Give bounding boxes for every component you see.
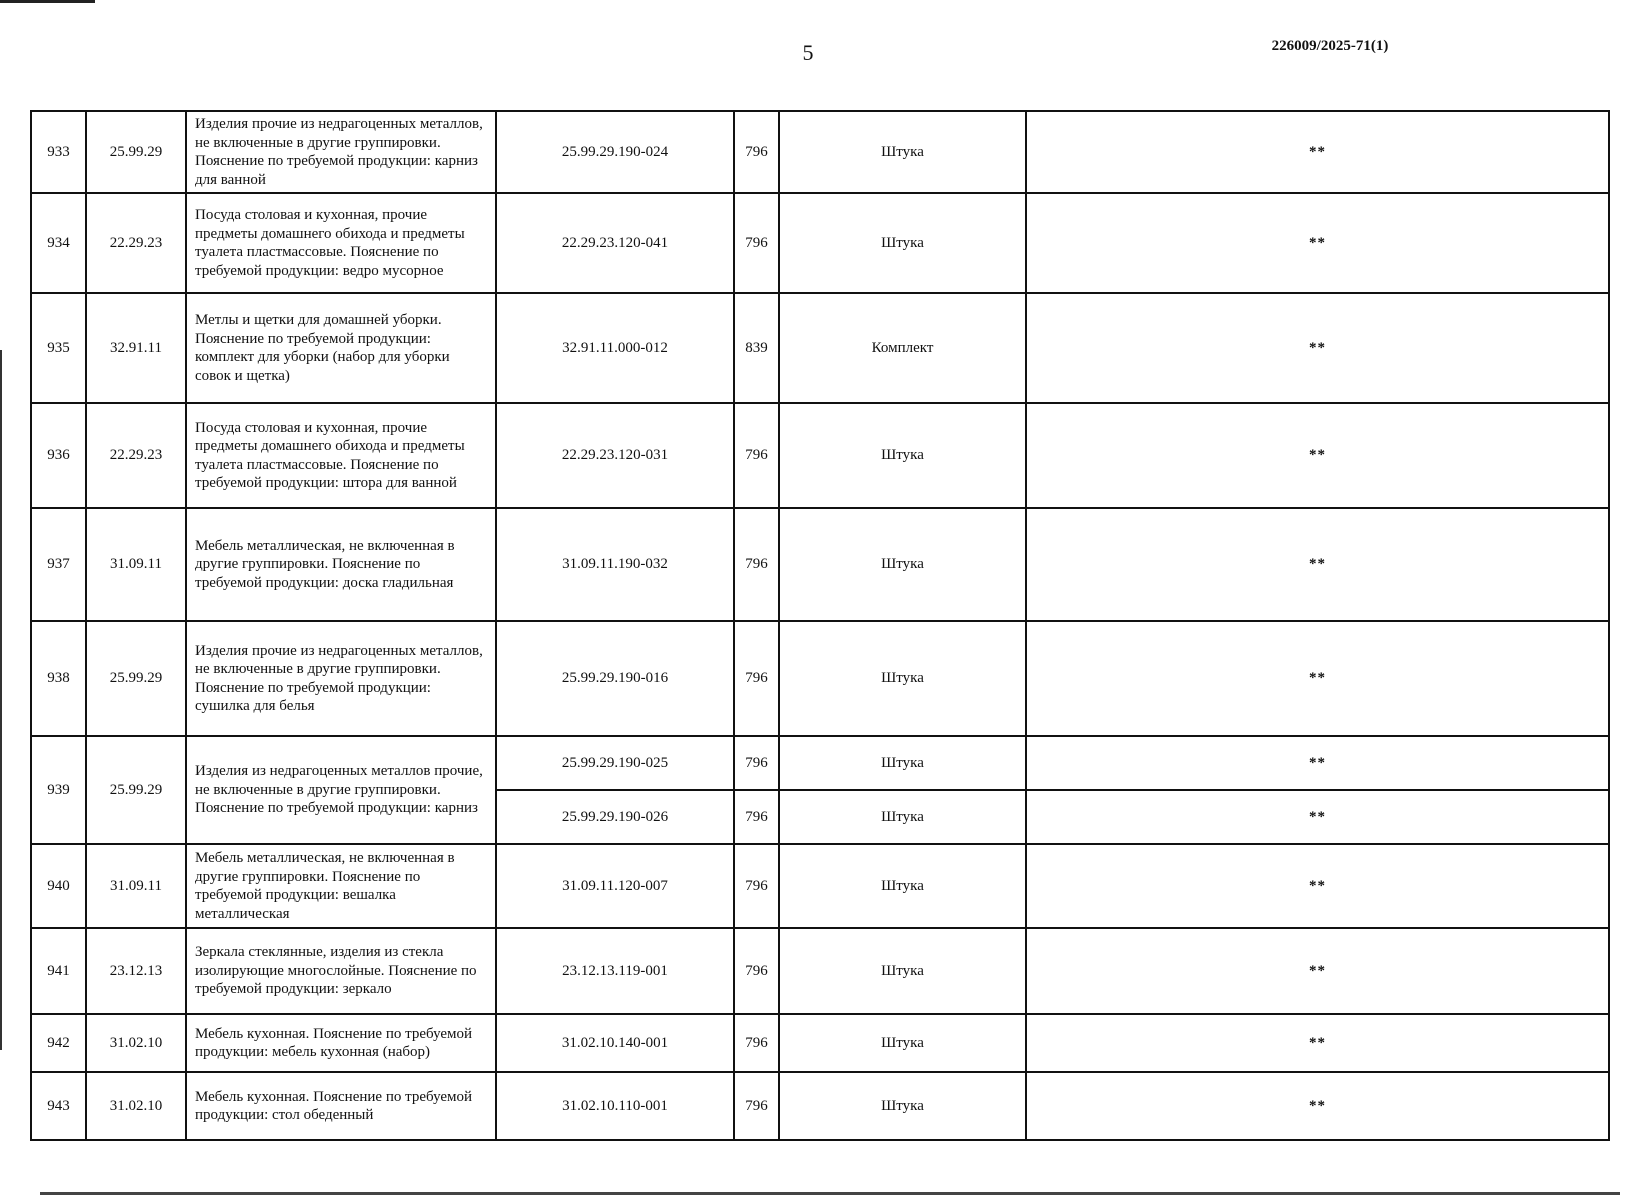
description-cell: Изделия из недрагоценных металлов прочие, не включенные в другие группировки. Пояснение по требуемой продукции: карниз	[186, 736, 496, 844]
note-cell: **	[1026, 193, 1609, 293]
okpd-code-cell: 25.99.29	[86, 621, 186, 736]
unit-code-cell: 796	[734, 621, 779, 736]
ktru-code-cell: 31.02.10.140-001	[496, 1014, 734, 1072]
ktru-code-cell: 22.29.23.120-041	[496, 193, 734, 293]
row-number-cell: 933	[31, 111, 86, 193]
okpd-code-cell: 31.02.10	[86, 1014, 186, 1072]
description-cell: Посуда столовая и кухонная, прочие предметы домашнего обихода и предметы туалета пластмассовые. Пояснение по требуемой продукции: ведро мусорное	[186, 193, 496, 293]
note-cell: **	[1026, 403, 1609, 508]
row-number-cell: 940	[31, 844, 86, 928]
row-number-cell: 943	[31, 1072, 86, 1140]
unit-name-cell: Штука	[779, 1014, 1026, 1072]
note-cell: **	[1026, 508, 1609, 621]
okpd-code-cell: 31.09.11	[86, 508, 186, 621]
scan-edge-bottom	[40, 1192, 1620, 1195]
description-cell: Изделия прочие из недрагоценных металлов, не включенные в другие группировки. Пояснение по требуемой продукции: карниз для ванной	[186, 111, 496, 193]
description-cell: Изделия прочие из недрагоценных металлов, не включенные в другие группировки. Пояснение по требуемой продукции: сушилка для белья	[186, 621, 496, 736]
products-table	[30, 110, 1610, 1141]
table-row	[31, 928, 1609, 1014]
unit-name-cell: Штука	[779, 193, 1026, 293]
unit-name-cell: Штука	[779, 111, 1026, 193]
description-cell: Посуда столовая и кухонная, прочие предметы домашнего обихода и предметы туалета пластмассовые. Пояснение по требуемой продукции: штора для ванной	[186, 403, 496, 508]
table-row	[31, 193, 1609, 293]
unit-code-cell: 796	[734, 403, 779, 508]
ktru-code-cell: 25.99.29.190-016	[496, 621, 734, 736]
products-table-body	[31, 111, 1609, 1140]
unit-code-cell: 796	[734, 844, 779, 928]
description-cell: Мебель металлическая, не включенная в другие группировки. Пояснение по требуемой продукции: вешалка металлическая	[186, 844, 496, 928]
unit-code-cell: 796	[734, 736, 779, 790]
description-cell: Метлы и щетки для домашней уборки. Пояснение по требуемой продукции: комплект для уборки (набор для уборки совок и щетка)	[186, 293, 496, 403]
table-row	[31, 1014, 1609, 1072]
row-number-cell: 934	[31, 193, 86, 293]
document-reference: 226009/2025-71(1)	[1271, 38, 1389, 54]
note-cell: **	[1026, 621, 1609, 736]
okpd-code-cell: 32.91.11	[86, 293, 186, 403]
row-number-cell: 939	[31, 736, 86, 844]
unit-name-cell: Штука	[779, 508, 1026, 621]
note-cell: **	[1026, 293, 1609, 403]
unit-name-cell: Комплект	[779, 293, 1026, 403]
unit-code-cell: 796	[734, 508, 779, 621]
table-row	[31, 736, 1609, 790]
unit-code-cell: 796	[734, 790, 779, 844]
ktru-code-cell: 32.91.11.000-012	[496, 293, 734, 403]
ktru-code-cell: 31.02.10.110-001	[496, 1072, 734, 1140]
table-row	[31, 844, 1609, 928]
unit-name-cell: Штука	[779, 403, 1026, 508]
table-row	[31, 1072, 1609, 1140]
row-number-cell: 935	[31, 293, 86, 403]
unit-code-cell: 796	[734, 111, 779, 193]
ktru-code-cell: 31.09.11.120-007	[496, 844, 734, 928]
description-cell: Зеркала стеклянные, изделия из стекла изолирующие многослойные. Пояснение по требуемой продукции: зеркало	[186, 928, 496, 1014]
okpd-code-cell: 23.12.13	[86, 928, 186, 1014]
scan-edge-left	[0, 350, 2, 1050]
row-number-cell: 941	[31, 928, 86, 1014]
table-row	[31, 508, 1609, 621]
unit-code-cell: 839	[734, 293, 779, 403]
unit-code-cell: 796	[734, 928, 779, 1014]
ktru-code-cell: 23.12.13.119-001	[496, 928, 734, 1014]
okpd-code-cell: 25.99.29	[86, 111, 186, 193]
description-cell: Мебель металлическая, не включенная в другие группировки. Пояснение по требуемой продукции: доска гладильная	[186, 508, 496, 621]
ktru-code-cell: 31.09.11.190-032	[496, 508, 734, 621]
ktru-code-cell: 25.99.29.190-026	[496, 790, 734, 844]
unit-code-cell: 796	[734, 1072, 779, 1140]
note-cell: **	[1026, 928, 1609, 1014]
okpd-code-cell: 22.29.23	[86, 403, 186, 508]
note-cell: **	[1026, 844, 1609, 928]
table-row	[31, 621, 1609, 736]
description-cell: Мебель кухонная. Пояснение по требуемой продукции: стол обеденный	[186, 1072, 496, 1140]
ktru-code-cell: 25.99.29.190-025	[496, 736, 734, 790]
scan-edge-top	[0, 0, 95, 3]
unit-name-cell: Штука	[779, 790, 1026, 844]
note-cell: **	[1026, 790, 1609, 844]
table-row	[31, 111, 1609, 193]
ktru-code-cell: 25.99.29.190-024	[496, 111, 734, 193]
ktru-code-cell: 22.29.23.120-031	[496, 403, 734, 508]
table-row	[31, 293, 1609, 403]
unit-name-cell: Штука	[779, 621, 1026, 736]
unit-name-cell: Штука	[779, 1072, 1026, 1140]
row-number-cell: 942	[31, 1014, 86, 1072]
unit-code-cell: 796	[734, 193, 779, 293]
page-number: 5	[802, 40, 814, 65]
note-cell: **	[1026, 736, 1609, 790]
note-cell: **	[1026, 111, 1609, 193]
okpd-code-cell: 31.02.10	[86, 1072, 186, 1140]
table-row	[31, 403, 1609, 508]
unit-code-cell: 796	[734, 1014, 779, 1072]
unit-name-cell: Штука	[779, 928, 1026, 1014]
row-number-cell: 937	[31, 508, 86, 621]
unit-name-cell: Штука	[779, 844, 1026, 928]
note-cell: **	[1026, 1014, 1609, 1072]
okpd-code-cell: 31.09.11	[86, 844, 186, 928]
okpd-code-cell: 25.99.29	[86, 736, 186, 844]
okpd-code-cell: 22.29.23	[86, 193, 186, 293]
description-cell: Мебель кухонная. Пояснение по требуемой продукции: мебель кухонная (набор)	[186, 1014, 496, 1072]
row-number-cell: 936	[31, 403, 86, 508]
note-cell: **	[1026, 1072, 1609, 1140]
row-number-cell: 938	[31, 621, 86, 736]
unit-name-cell: Штука	[779, 736, 1026, 790]
